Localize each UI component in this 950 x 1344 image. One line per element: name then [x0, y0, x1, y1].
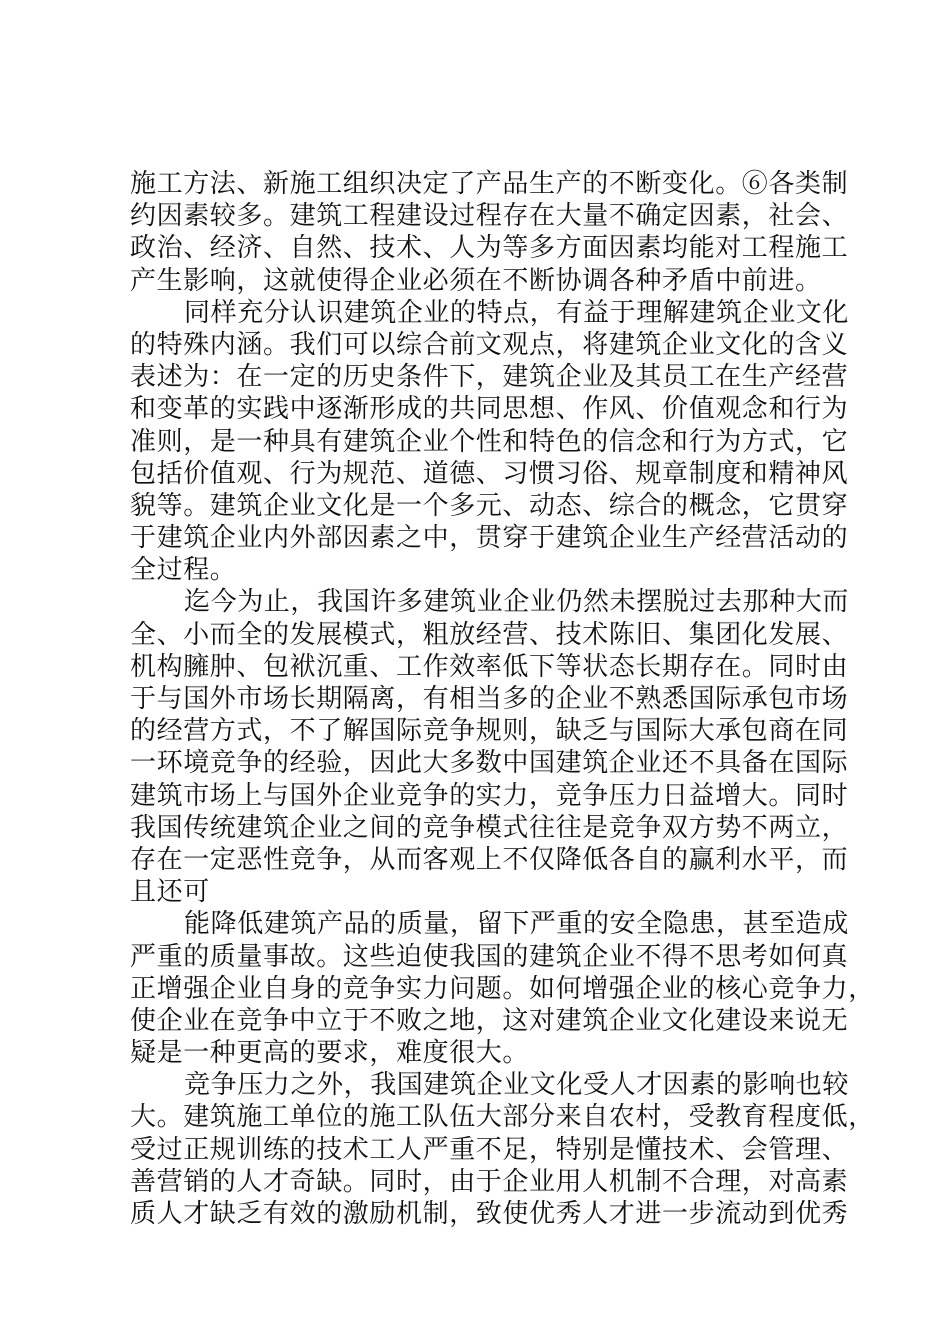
text-line: 和变革的实践中逐渐形成的共同思想、作风、价值观念和行为: [130, 394, 849, 425]
text-line: 疑是一种更高的要求，难度很大。: [130, 1038, 530, 1069]
text-line: 严重的质量事故。这些迫使我国的建筑企业不得不思考如何真: [130, 941, 849, 972]
text-line: 建筑市场上与国外企业竞争的实力，竞争压力日益增大。同时: [130, 780, 849, 811]
text-line: 受过正规训练的技术工人严重不足，特别是懂技术、会管理、: [130, 1134, 849, 1165]
text-line: 一环境竞争的经验，因此大多数中国建筑企业还不具备在国际: [130, 748, 849, 779]
text-line: 表述为：在一定的历史条件下，建筑企业及其员工在生产经营: [130, 362, 849, 393]
text-line: 我国传统建筑企业之间的竞争模式往往是竞争双方势不两立，: [130, 812, 849, 843]
text-line: 存在一定恶性竞争，从而客观上不仅降低各自的赢利水平，而: [130, 844, 849, 875]
text-line: 施工方法、新施工组织决定了产品生产的不断变化。⑥各类制: [130, 169, 849, 199]
paragraph-first-line: 能降低建筑产品的质量，留下严重的安全隐患，甚至造成: [184, 909, 850, 940]
paragraph-first-line: 同样充分认识建筑企业的特点，有益于理解建筑企业文化: [184, 297, 850, 328]
text-line: 貌等。建筑企业文化是一个多元、动态、综合的概念，它贯穿: [130, 490, 849, 521]
text-line: 于与国外市场长期隔离，有相当多的企业不熟悉国际承包市场: [130, 684, 849, 714]
text-line: 的特殊内涵。我们可以综合前文观点，将建筑企业文化的含义: [130, 329, 849, 360]
text-line: 大。建筑施工单位的施工队伍大部分来自农村，受教育程度低，: [130, 1102, 875, 1133]
text-line: 准则，是一种具有建筑企业个性和特色的信念和行为方式，它: [130, 426, 849, 457]
paragraph-first-line: 迄今为止，我国许多建筑业企业仍然未摆脱过去那种大而: [184, 587, 850, 618]
text-line: 正增强企业自身的竞争实力问题。如何增强企业的核心竞争力，: [130, 973, 875, 1004]
text-line: 政治、经济、自然、技术、人为等多方面因素均能对工程施工: [130, 233, 849, 264]
text-line: 且还可: [130, 877, 210, 908]
text-line: 善营销的人才奇缺。同时，由于企业用人机制不合理，对高素: [130, 1166, 849, 1197]
paragraph-first-line: 竞争压力之外，我国建筑企业文化受人才因素的影响也较: [184, 1070, 850, 1101]
text-line: 包括价值观、行为规范、道德、习惯习俗、规章制度和精神风: [130, 458, 849, 489]
text-line: 机构臃肿、包袱沉重、工作效率低下等状态长期存在。同时由: [130, 651, 849, 682]
text-line: 全过程。: [130, 555, 237, 586]
text-line: 质人才缺乏有效的激励机制，致使优秀人才进一步流动到优秀: [130, 1199, 849, 1229]
text-line: 约因素较多。建筑工程建设过程存在大量不确定因素，社会、: [130, 201, 849, 232]
text-line: 产生影响，这就使得企业必须在不断协调各种矛盾中前进。: [130, 265, 822, 296]
text-line: 使企业在竞争中立于不败之地，这对建筑企业文化建设来说无: [130, 1005, 849, 1036]
document-body-text: [130, 168, 875, 1230]
text-line: 全、小而全的发展模式，粗放经营、技术陈旧、集团化发展、: [130, 619, 849, 650]
text-line: 的经营方式，不了解国际竞争规则，缺乏与国际大承包商在同: [130, 716, 849, 747]
text-line: 于建筑企业内外部因素之中，贯穿于建筑企业生产经营活动的: [130, 523, 849, 554]
